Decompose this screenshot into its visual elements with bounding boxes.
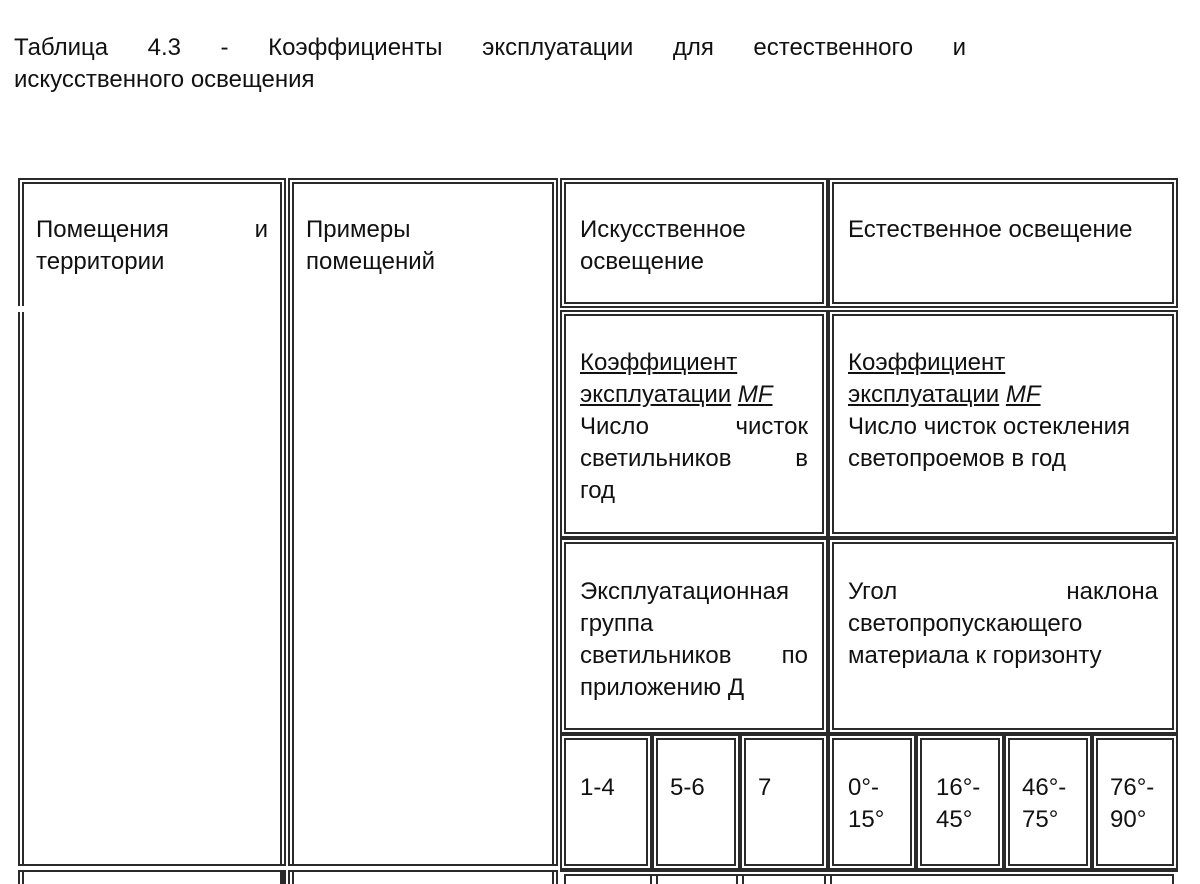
next-row-mid-1 <box>282 872 284 884</box>
natural-angle-word-1: Угол <box>848 578 898 605</box>
artificial-clean-word-1: Число <box>580 413 650 440</box>
natural-angle-word-2: наклона <box>1066 578 1158 605</box>
angle-to-4: 90° <box>1110 806 1147 833</box>
group-cell-3-inner <box>744 738 824 866</box>
angle-to-3: 75° <box>1022 806 1059 833</box>
header-examples-line-1: Примеры <box>306 216 411 243</box>
artificial-coef-text <box>580 347 808 507</box>
gap-col1-a <box>18 306 28 312</box>
header-examples-line-2: помещений <box>306 248 436 275</box>
artificial-mf-symbol: MF <box>737 381 773 408</box>
caption-line-1: Таблица 4.3 - Коэффициенты эксплуатации для естественного и <box>14 34 966 61</box>
natural-angle-line-3: материала к горизонту <box>848 642 1102 669</box>
natural-coef-label: Коэффициент <box>848 349 1006 376</box>
angle-value-4 <box>1110 772 1154 836</box>
natural-mf-symbol: MF <box>1005 381 1041 408</box>
next-row-divider-1 <box>650 874 652 884</box>
next-row-mid-4 <box>552 872 554 884</box>
artificial-group-line-2: группа <box>580 610 654 637</box>
next-row-left-inner <box>22 876 24 884</box>
angle-from-1: 0°- <box>848 774 879 801</box>
row-separator-col2 <box>288 864 558 872</box>
group-value-2: 5-6 <box>670 774 705 801</box>
angle-from-4: 76°- <box>1110 774 1155 801</box>
next-row-divider-4 <box>742 874 744 884</box>
artificial-clean-word-3: светильников <box>580 445 732 472</box>
header-artificial-line-2: освещение <box>580 248 705 275</box>
natural-angle-text <box>848 576 1158 672</box>
caption-line-2: искусственного освещения <box>14 66 315 93</box>
angle-to-1: 15° <box>848 806 885 833</box>
header-artificial-text <box>580 214 810 278</box>
angle-value-2 <box>936 772 980 836</box>
next-row-mid-2 <box>288 872 290 884</box>
artificial-clean-word-4: в <box>795 445 808 472</box>
header-rooms-word-1: Помещения <box>36 216 169 243</box>
next-row-mid-3 <box>292 876 294 884</box>
header-rooms-text <box>36 214 268 278</box>
artificial-coef-label-2: эксплуатации <box>580 381 732 408</box>
natural-clean-line-2: светопроемов в год <box>848 445 1066 472</box>
header-natural-text: Естественное освещение <box>848 216 1133 243</box>
group-value-3: 7 <box>758 774 772 801</box>
artificial-group-line-1: Эксплуатационная <box>580 578 789 605</box>
angle-from-2: 16°- <box>936 774 981 801</box>
natural-coef-text <box>848 347 1162 475</box>
angle-from-3: 46°- <box>1022 774 1067 801</box>
header-examples-inner <box>292 182 554 884</box>
table-caption <box>14 32 966 96</box>
group-value-1: 1-4 <box>580 774 615 801</box>
angle-to-2: 45° <box>936 806 973 833</box>
header-artificial-line-1: Искусственное <box>580 216 746 243</box>
artificial-clean-word-2: чисток <box>735 413 808 440</box>
next-row-divider-2 <box>656 874 658 884</box>
next-row-divider-6 <box>830 874 832 884</box>
artificial-group-word-2: по <box>781 642 808 669</box>
next-row-divider-3 <box>736 874 738 884</box>
header-rooms-word-2: и <box>254 216 268 243</box>
header-rooms-word-3: территории <box>36 248 165 275</box>
next-row-divider-5 <box>824 874 826 884</box>
artificial-clean-word-5: год <box>580 477 616 504</box>
artificial-group-word-1: светильников <box>580 642 732 669</box>
header-examples-text <box>306 214 546 278</box>
row-separator-col1 <box>18 864 286 872</box>
natural-coef-label-2: эксплуатации <box>848 381 1000 408</box>
artificial-coef-label: Коэффициент <box>580 349 738 376</box>
angle-value-3 <box>1022 772 1066 836</box>
artificial-group-line-4: приложению Д <box>580 674 745 701</box>
artificial-group-text <box>580 576 808 704</box>
next-row-mid-5 <box>556 872 558 884</box>
angle-value-1 <box>848 772 884 836</box>
header-rooms-inner <box>22 182 282 884</box>
natural-angle-line-2: светопропускающего <box>848 610 1083 637</box>
natural-clean-line-1: Число чисток остекления <box>848 413 1131 440</box>
